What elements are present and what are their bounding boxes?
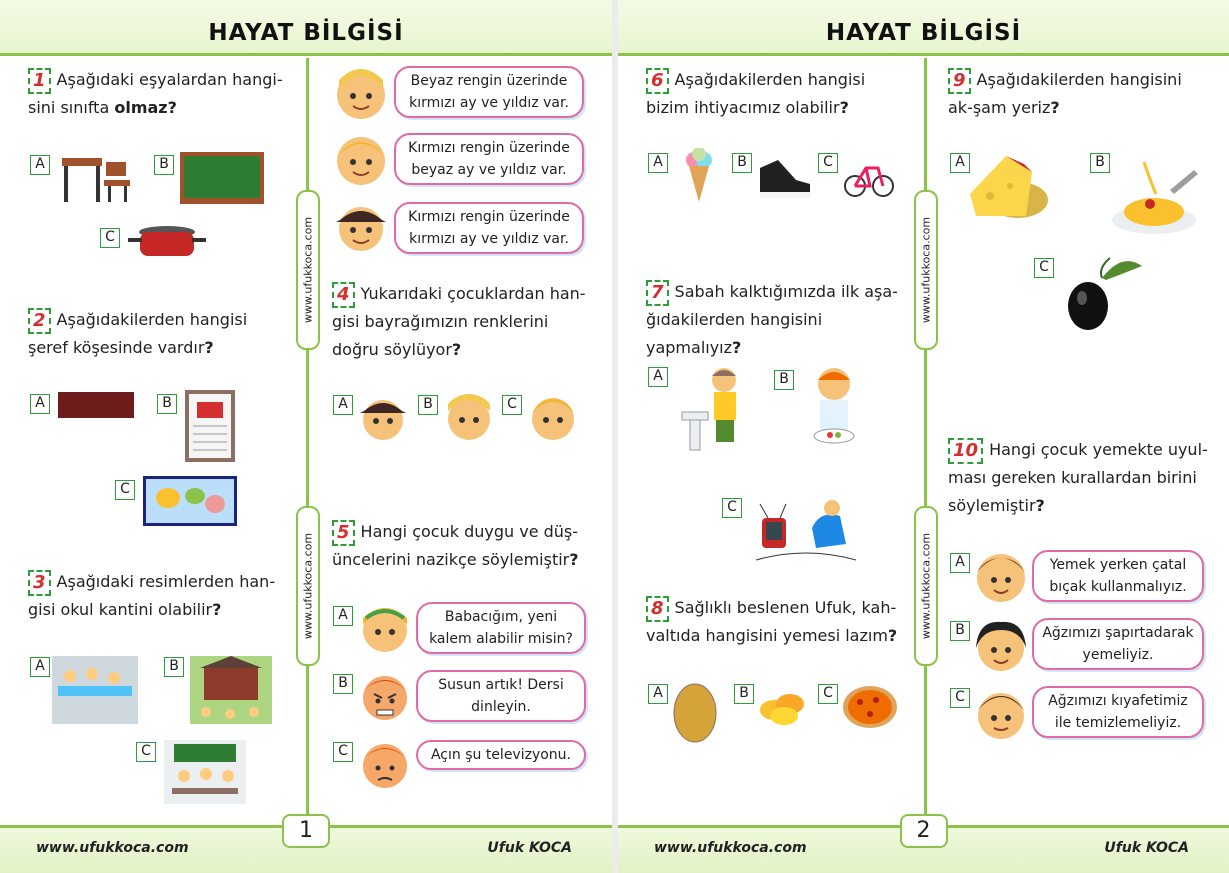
side-watermark: www.ufukkoca.com [914, 190, 938, 350]
speech-bubble: Açın şu televizyonu. [416, 740, 586, 770]
question-text: Hangi çocuk duygu ve düş-üncelerini nazikçe söylemiştir [332, 522, 579, 569]
question-text: Aşağıdakilerden hangisi şeref köşesinde vardır [28, 310, 248, 357]
olive-image [1062, 248, 1146, 334]
option-b[interactable]: B [774, 370, 794, 390]
speech-bubble: Susun artık! Dersi dinleyin. [416, 670, 586, 722]
girl-face-image [334, 68, 388, 122]
option-a[interactable]: A [333, 606, 353, 626]
option-c[interactable]: C [136, 742, 156, 762]
option-a[interactable]: A [648, 684, 668, 704]
question-number: 5 [332, 520, 355, 546]
option-b[interactable]: B [164, 657, 184, 677]
chalkboard-image [180, 152, 264, 204]
speech-bubble: Beyaz rengin üzerinde kırmızı ay ve yıldız var. [394, 66, 584, 118]
anthem-poster-image [185, 390, 235, 462]
option-c[interactable]: C [950, 688, 970, 708]
question-text: Sağlıklı beslenen Ufuk, kah-valtıda hangisini yemesi lazım [646, 598, 897, 645]
question-number: 3 [28, 570, 51, 596]
question-emphasis: olmaz? [114, 98, 177, 117]
page-1 [0, 0, 612, 873]
option-b[interactable]: B [157, 394, 177, 414]
question-emphasis: ? [569, 550, 579, 569]
blond-boy-face-image [528, 393, 578, 443]
school-building-image [190, 656, 272, 724]
potato-chips-image [758, 684, 806, 728]
eating-boy-image [806, 364, 862, 448]
question-text: Aşağıdaki resimlerden han-gisi okul kantini olabilir [28, 572, 276, 619]
washing-face-image [680, 362, 750, 452]
classroom-scene-image [164, 740, 246, 804]
footer-author: Ufuk KOCA [487, 840, 572, 856]
question-number: 2 [28, 308, 51, 334]
footer-site: www.ufukkoca.com [36, 840, 189, 856]
school-desk-image [56, 150, 134, 206]
question-2 [28, 306, 290, 362]
ice-cream-image [684, 148, 714, 204]
page-number: 1 [282, 814, 330, 848]
page-footer [0, 818, 612, 873]
question-1 [28, 66, 290, 122]
page-footer [618, 818, 1229, 873]
option-a[interactable]: A [30, 657, 50, 677]
question-number: 10 [948, 438, 983, 464]
question-number: 8 [646, 596, 669, 622]
option-c[interactable]: C [333, 742, 353, 762]
side-watermark: www.ufukkoca.com [914, 506, 938, 666]
question-number: 9 [948, 68, 971, 94]
question-6 [646, 66, 908, 122]
egg-image [672, 678, 718, 744]
speech-bubble: Kırmızı rengin üzerinde kırmızı ay ve yıldız var. [394, 202, 584, 254]
question-text: Yukarıdaki çocuklardan han-gisi bayrağımızın renklerini doğru söylüyor [332, 284, 586, 359]
question-emphasis: ? [732, 338, 742, 357]
question-emphasis: ? [887, 626, 898, 645]
dark-hair-girl-face-image [972, 618, 1030, 676]
angry-boy-face-image [358, 670, 412, 724]
option-b[interactable]: B [333, 674, 353, 694]
page-number: 2 [900, 814, 948, 848]
question-number: 1 [28, 68, 51, 94]
question-number: 6 [646, 68, 669, 94]
option-c[interactable]: C [115, 480, 135, 500]
girl-headband-face-image [358, 602, 412, 656]
question-emphasis: ? [839, 98, 849, 117]
question-10 [948, 436, 1208, 520]
question-text: Hangi çocuk yemekte uyul-ması gereken kurallardan birini söylemiştir [948, 440, 1208, 515]
page-2 [618, 0, 1229, 873]
option-c[interactable]: C [818, 684, 838, 704]
option-b[interactable]: B [154, 155, 174, 175]
question-emphasis: ? [204, 338, 214, 357]
page-header [618, 0, 1229, 56]
question-text: Aşağıdakilerden hangisini ak-şam yeriz [948, 70, 1182, 117]
page-title: HAYAT BİLGİSİ [208, 20, 404, 46]
world-map-image [143, 476, 237, 526]
option-c[interactable]: C [502, 395, 522, 415]
pizza-image [842, 684, 898, 730]
grumpy-boy-face-image [358, 738, 412, 792]
speech-bubble: Kırmızı rengin üzerinde beyaz ay ve yıldız var. [394, 133, 584, 185]
option-a[interactable]: A [333, 395, 353, 415]
speech-bubble: Ağzımızı şapırtadarak yemeliyiz. [1032, 618, 1204, 670]
canteen-scene-image [52, 656, 138, 724]
hat-boy-face-image [334, 200, 388, 254]
blond-boy-face-image [334, 134, 388, 188]
option-c[interactable]: C [100, 228, 120, 248]
option-a[interactable]: A [950, 153, 970, 173]
brown-boy-face-image [972, 548, 1030, 606]
question-number: 7 [646, 280, 669, 306]
speech-bubble: Babacığım, yeni kalem alabilir misin? [416, 602, 586, 654]
question-9 [948, 66, 1208, 122]
side-watermark: www.ufukkoca.com [296, 506, 320, 666]
spaghetti-image [1110, 150, 1204, 240]
option-a[interactable]: A [950, 553, 970, 573]
question-number: 4 [332, 282, 355, 308]
option-c[interactable]: C [1034, 258, 1054, 278]
dark-hair-boy-face-image [972, 686, 1030, 744]
footer-author: Ufuk KOCA [1104, 840, 1189, 856]
question-emphasis: ? [1050, 98, 1060, 117]
cheese-image [966, 150, 1050, 224]
question-text: Aşağıdakilerden hangisi bizim ihtiyacımız olabilir [646, 70, 866, 117]
cork-board-image [58, 392, 134, 418]
question-text: Aşağıdaki eşyalardan hangi-sini sınıfta [28, 70, 283, 117]
question-3 [28, 568, 290, 624]
page-header [0, 0, 612, 56]
option-b[interactable]: B [950, 621, 970, 641]
question-5 [332, 518, 588, 574]
question-7 [646, 278, 908, 362]
page-title: HAYAT BİLGİSİ [825, 20, 1022, 46]
hat-boy-face-image [358, 393, 408, 443]
option-a[interactable]: A [648, 153, 668, 173]
column-divider [924, 58, 927, 821]
cooking-pot-image [128, 222, 206, 264]
question-emphasis: ? [1035, 496, 1045, 515]
side-watermark: www.ufukkoca.com [296, 190, 320, 350]
option-c[interactable]: C [722, 498, 742, 518]
question-4 [332, 280, 588, 364]
option-b[interactable]: B [418, 395, 438, 415]
tv-watching-image [756, 494, 856, 564]
column-divider [306, 58, 309, 821]
option-a[interactable]: A [648, 367, 668, 387]
girl-face-image [444, 393, 494, 443]
option-b[interactable]: B [732, 153, 752, 173]
speech-bubble: Yemek yerken çatal bıçak kullanmalıyız. [1032, 550, 1204, 602]
option-b[interactable]: B [1090, 153, 1110, 173]
bicycle-image [844, 154, 894, 198]
question-8 [646, 594, 908, 650]
speech-bubble: Ağzımızı kıyafetimiz ile temizlemeliyiz. [1032, 686, 1204, 738]
question-emphasis: ? [212, 600, 222, 619]
option-c[interactable]: C [818, 153, 838, 173]
sneakers-image [756, 150, 814, 202]
footer-site: www.ufukkoca.com [654, 840, 807, 856]
question-emphasis: ? [451, 340, 462, 359]
option-a[interactable]: A [30, 155, 50, 175]
option-a[interactable]: A [30, 394, 50, 414]
question-text: Sabah kalktığımızda ilk aşa-ğıdakilerden hangisini yapmalıyız [646, 282, 898, 357]
option-b[interactable]: B [734, 684, 754, 704]
